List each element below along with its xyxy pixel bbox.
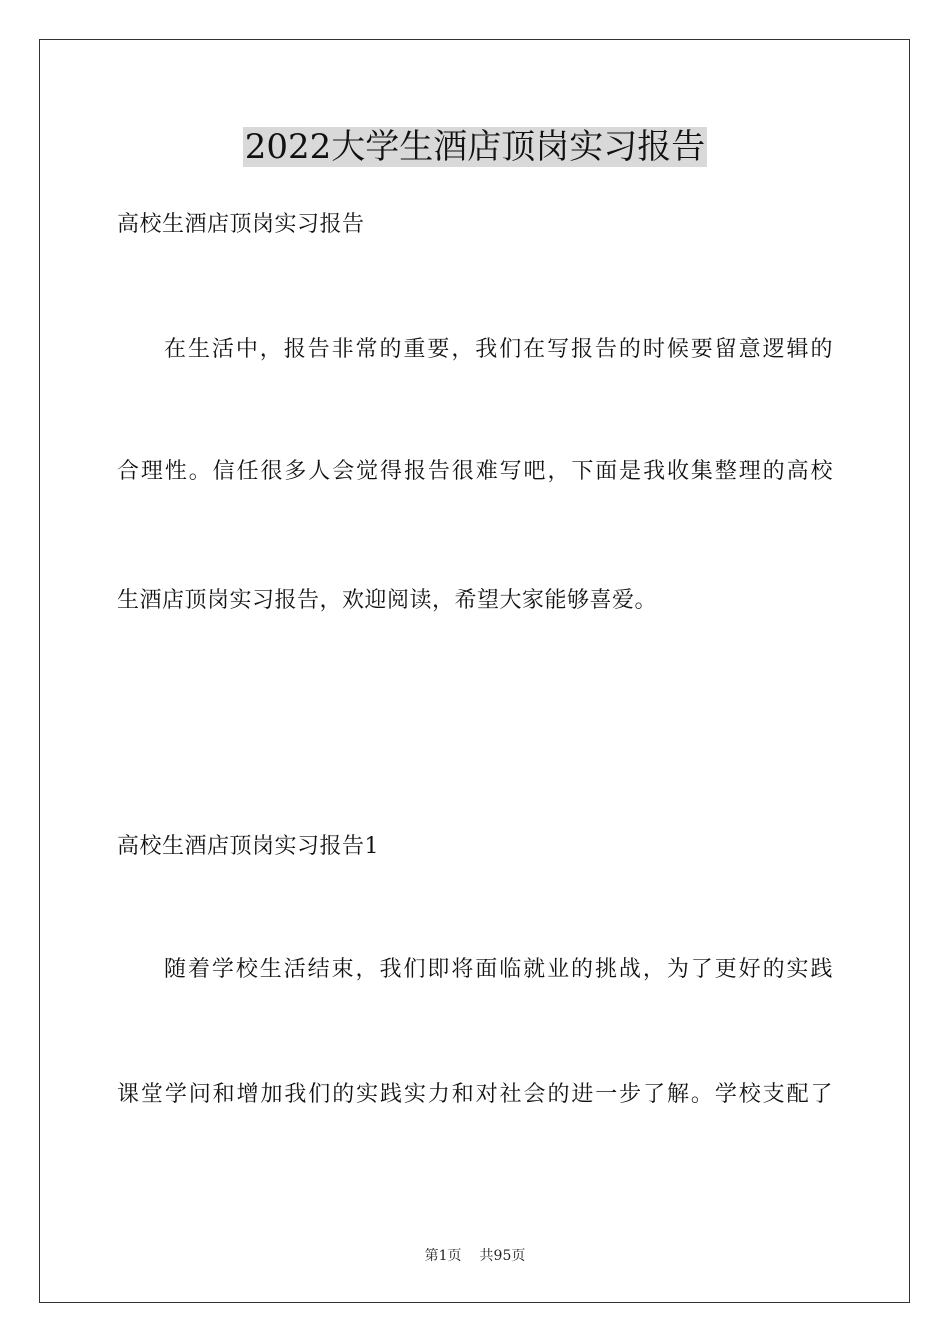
- body-line: 课堂学问和增加我们的实践实力和对社会的进一步了解。学校支配了: [117, 1082, 833, 1107]
- document-title: [0, 124, 950, 170]
- page-footer: [0, 1246, 950, 1266]
- document-title-text: 2022大学生酒店顶岗实习报告: [244, 127, 706, 167]
- document-subtitle: 高校生酒店顶岗实习报告: [117, 212, 365, 237]
- intro-line: 生酒店顶岗实习报告，欢迎阅读，希望大家能够喜爱。: [117, 588, 658, 613]
- page-total: 共95页: [479, 1248, 526, 1264]
- intro-line: 在生活中，报告非常的重要，我们在写报告的时候要留意逻辑的: [164, 337, 833, 362]
- body-line: 随着学校生活结束，我们即将面临就业的挑战，为了更好的实践: [164, 957, 833, 982]
- intro-line: 合理性。信任很多人会觉得报告很难写吧，下面是我收集整理的高校: [117, 459, 833, 484]
- page-number: 第1页: [424, 1248, 462, 1264]
- section-heading: 高校生酒店顶岗实习报告1: [117, 834, 379, 859]
